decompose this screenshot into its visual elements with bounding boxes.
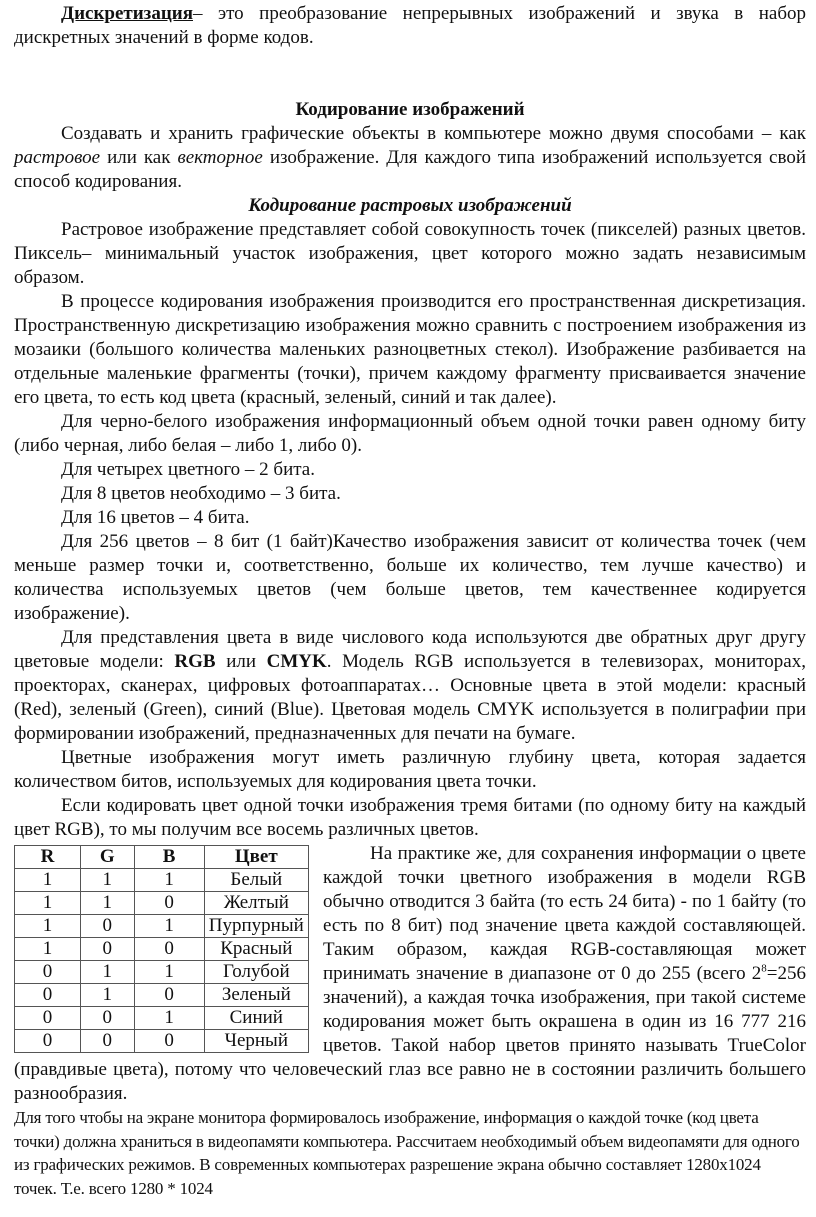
table-cell: Голубой bbox=[204, 961, 308, 984]
table-cell: Красный bbox=[204, 938, 308, 961]
paragraph bbox=[14, 794, 806, 842]
paragraph bbox=[14, 218, 806, 290]
document-body-top bbox=[14, 2, 806, 842]
styled-text: RGB bbox=[174, 651, 216, 672]
paragraph bbox=[14, 122, 806, 194]
table-cell: Белый bbox=[204, 869, 308, 892]
paragraph bbox=[14, 746, 806, 794]
rgb-color-table bbox=[14, 845, 309, 1053]
table-row bbox=[15, 961, 309, 984]
table-cell: 0 bbox=[15, 1030, 81, 1053]
text-run: Для 8 цветов необходимо – 3 бита. bbox=[61, 483, 341, 504]
paragraph bbox=[14, 1106, 806, 1200]
table-row bbox=[15, 892, 309, 915]
text-run: Для четырех цветного – 2 бита. bbox=[61, 459, 315, 480]
text-run: – это преобразование непрерывных изображений и звука в набор дискретных значений в форме кодов. bbox=[14, 3, 806, 48]
text-run: Для 256 цветов – 8 бит (1 байт)Качество изображения зависит от количества точек (чем меньше размер точки и, соответственно, больше их количество, тем лучше качество) и количества используемых цветов (чем больше цветов, тем качественнее кодируется изображение). bbox=[14, 531, 806, 624]
styled-text: CMYK bbox=[266, 651, 327, 672]
table-row bbox=[15, 1030, 309, 1053]
text-run: Растровое изображение представляет собой совокупность точек (пикселей) разных цветов. Пиксель– минимальный участок изображения, цвет которого можно задать независимым образом. bbox=[14, 219, 806, 288]
text-run: или bbox=[215, 651, 267, 672]
text-run: изображение. Для каждого типа изображений используется свой способ кодирования. bbox=[14, 147, 806, 192]
table-row bbox=[15, 869, 309, 892]
styled-text: растровое bbox=[14, 147, 101, 168]
table-cell: 1 bbox=[81, 984, 135, 1007]
styled-text: Кодирование растровых изображений bbox=[248, 195, 572, 216]
styled-text: 8 bbox=[761, 962, 767, 975]
styled-text: Дискретизация bbox=[61, 3, 193, 24]
paragraph bbox=[14, 458, 806, 482]
table-cell: 1 bbox=[134, 961, 204, 984]
table-row bbox=[15, 1007, 309, 1030]
table-cell: 0 bbox=[81, 1030, 135, 1053]
text-run: =256 значений), а каждая точка изображения, при такой системе кодирования может быть окрашена в один из 16 777 216 цветов. Такой набор цветов принято называть TrueColor (правдивые цвета), потому что человеческий глаз все равно не в состоянии различить большего разнообразия. bbox=[14, 963, 806, 1104]
table-cell: Синий bbox=[204, 1007, 308, 1030]
table-cell: 1 bbox=[15, 915, 81, 938]
text-run: Цветные изображения могут иметь различную глубину цвета, которая задается количеством битов, используемых для кодирования цвета точки. bbox=[14, 747, 806, 792]
table-cell: 1 bbox=[15, 869, 81, 892]
text-run: Для 16 цветов – 4 бита. bbox=[61, 507, 250, 528]
styled-text: векторное bbox=[177, 147, 263, 168]
text-run: Если кодировать цвет одной точки изображения тремя битами (по одному биту на каждый цвет RGB), то мы получим все восемь различных цветов. bbox=[14, 795, 806, 840]
text-run: Для представления цвета в виде числового кода используются две обратных друг другу цветовые модели: bbox=[14, 627, 806, 672]
table-cell: 1 bbox=[15, 892, 81, 915]
table-cell: 1 bbox=[81, 869, 135, 892]
column-header: B bbox=[134, 846, 204, 869]
paragraph bbox=[14, 2, 806, 50]
table-cell: 0 bbox=[81, 1007, 135, 1030]
document-page bbox=[14, 2, 806, 1200]
paragraph bbox=[14, 626, 806, 746]
column-header: G bbox=[81, 846, 135, 869]
table-row bbox=[15, 938, 309, 961]
table-cell: 0 bbox=[15, 1007, 81, 1030]
text-run: Для черно-белого изображения информационный объем одной точки равен одному биту (либо черная, либо белая – либо 1, либо 0). bbox=[14, 411, 806, 456]
table-cell: 1 bbox=[134, 1007, 204, 1030]
table-header-row bbox=[15, 846, 309, 869]
styled-text: Кодирование изображений bbox=[295, 99, 525, 120]
table-row bbox=[15, 915, 309, 938]
table-row bbox=[15, 984, 309, 1007]
paragraph bbox=[14, 482, 806, 506]
paragraph bbox=[14, 506, 806, 530]
text-run: или как bbox=[100, 147, 178, 168]
table-body bbox=[15, 869, 309, 1053]
section-heading bbox=[14, 194, 806, 218]
text-run: На практике же, для сохранения информации о цвете каждой точки цветного изображения в модели RGB обычно отводится 3 байта (то есть 24 бита) - по 1 байту (то есть по 8 бит) под значение цвета каждой составляющей. Таким образом, каждая RGB-составляющая может принимать значение в диапазоне от 0 до 255 (всего 2 bbox=[323, 843, 806, 984]
text-run: В процессе кодирования изображения производится его пространственная дискретизация. Пространственную дискретизацию изображения можно сравнить с построением изображения из мозаики (большого количества маленьких разноцветных стекол). Изображение разбивается на отдельные маленькие фрагменты (точки), причем каждому фрагменту присваивается значение его цвета, то есть код цвета (красный, зеленый, синий и так далее). bbox=[14, 291, 806, 408]
table-cell: Пурпурный bbox=[204, 915, 308, 938]
table-cell: 0 bbox=[134, 1030, 204, 1053]
table-cell: Зеленый bbox=[204, 984, 308, 1007]
column-header: R bbox=[15, 846, 81, 869]
table-cell: 1 bbox=[81, 961, 135, 984]
table-cell: Черный bbox=[204, 1030, 308, 1053]
table-cell: 1 bbox=[81, 892, 135, 915]
table-cell: 1 bbox=[134, 869, 204, 892]
section-heading bbox=[14, 98, 806, 122]
text-run: Создавать и хранить графические объекты в компьютере можно двумя способами – как bbox=[61, 123, 806, 144]
table-cell: 0 bbox=[15, 961, 81, 984]
table-cell: 0 bbox=[134, 984, 204, 1007]
text-run: Для того чтобы на экране монитора формировалось изображение, информация о каждой точке (код цвета точки) должна храниться в видеопамяти компьютера. Рассчитаем необходимый объем видеопамяти для одного из графических режимов. В современных компьютерах разрешение экрана обычно составляет 1280x1024 точек. Т.е. всего 1280 * 1024 bbox=[14, 1108, 800, 1198]
table-cell: 0 bbox=[15, 984, 81, 1007]
table-cell: 1 bbox=[134, 915, 204, 938]
table-cell: 0 bbox=[81, 915, 135, 938]
paragraph bbox=[14, 290, 806, 410]
column-header: Цвет bbox=[204, 846, 308, 869]
table-cell: Желтый bbox=[204, 892, 308, 915]
text-run: . Модель RGB используется в телевизорах, мониторах, проекторах, сканерах, цифровых фотоаппаратах… Основные цвета в этой модели: красный (Red), зеленый (Green), синий (Blue). Цветовая модель CMYK используется в полиграфии при формировании изображений, предназначенных для печати на бумаге. bbox=[14, 651, 806, 744]
table-cell: 0 bbox=[134, 938, 204, 961]
table-cell: 1 bbox=[15, 938, 81, 961]
paragraph bbox=[14, 530, 806, 626]
table-cell: 0 bbox=[134, 892, 204, 915]
paragraph bbox=[14, 410, 806, 458]
table-cell: 0 bbox=[81, 938, 135, 961]
